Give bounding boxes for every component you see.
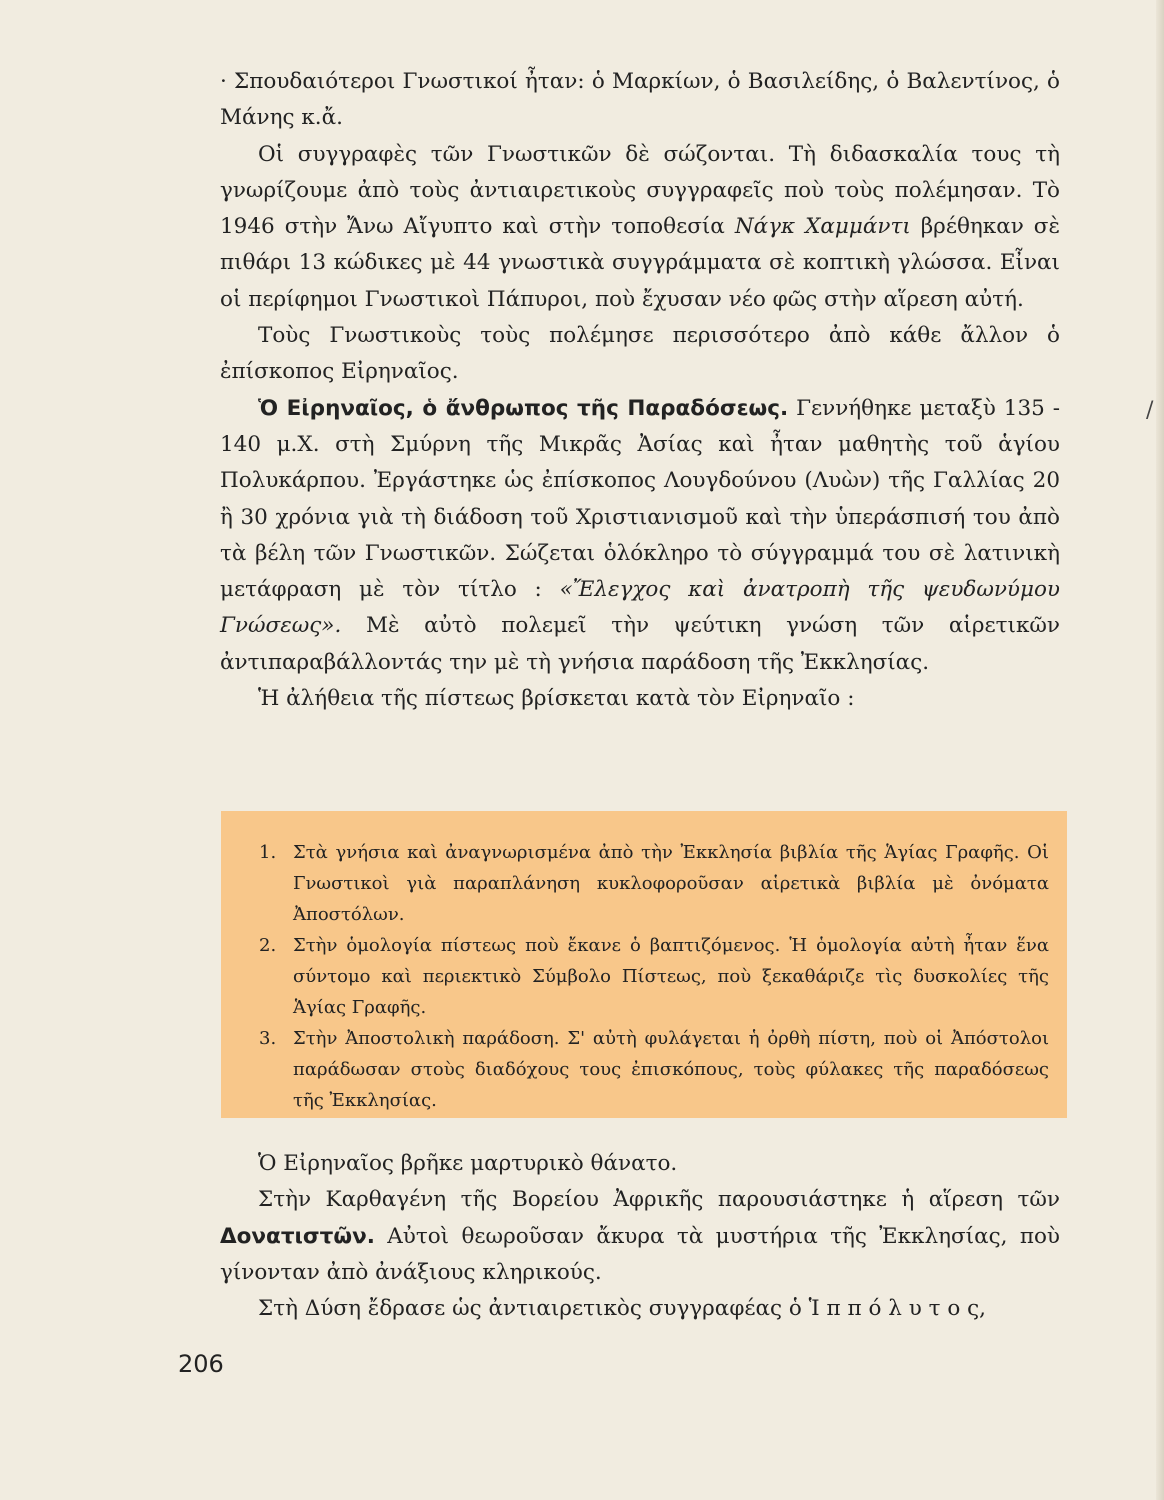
list-item-text: Στὴν ὁμολογία πίστεως ποὺ ἔκανε ὁ βαπτιζόμενος. Ἡ ὁμολογία αὐτὴ ἦταν ἕνα σύντομο καὶ περιεκτικὸ Σύμβολο Πίστεως, ποὺ ξεκαθάριζε τὶς δυσκολίες τῆς Ἁγίας Γραφῆς.	[293, 935, 1049, 1018]
place-name-nag-hammadi: Νάγκ Χαμμάντι	[734, 214, 911, 240]
truth-sources-list	[259, 837, 1049, 1116]
gnostic-papyri-text: βρέθηκαν σὲ πιθάρι 13 κώδικες μὲ 44 γνωστικὰ συγγράμματα σὲ κοπτικὴ γλώσσα. Εἶναι οἱ περίφημοι Γνωστικοὶ Πάπυροι, ποὺ ἔχυσαν νέο φῶς στὴν αἵρεση αὐτή.	[220, 214, 1060, 312]
list-item-text: Στὰ γνήσια καὶ ἀναγνωρισμένα ἀπὸ τὴν Ἐκκλησία βιβλία τῆς Ἁγίας Γραφῆς. Οἱ Γνωστικοὶ γιὰ παραπλάνηση κυκλοφοροῦσαν αἱρετικὰ βιβλία μὲ ὀνόματα Ἀποστόλων.	[293, 842, 1049, 925]
page-edge	[1156, 0, 1164, 1500]
paragraph-gnostic-writings	[220, 137, 1060, 318]
callout-box	[221, 811, 1067, 1118]
paragraph-donatists	[220, 1182, 1060, 1291]
term-donatists: Δονατιστῶν.	[220, 1223, 375, 1249]
page-number: 206	[178, 1350, 224, 1378]
list-item	[259, 930, 1049, 1023]
list-item-number: 2.	[259, 935, 277, 956]
irenaeus-bio-text: Γεννήθηκε μεταξὺ 135 - 140 μ.Χ. στὴ Σμύρνη τῆς Μικρᾶς Ἀσίας καὶ ἦταν μαθητὴς τοῦ ἁγίου Πολυκάρπου. Ἐργάστηκε ὡς ἐπίσκοπος Λουγδούνου (Λυὼν) τῆς Γαλλίας 20 ἢ 30 χρόνια γιὰ τὴ διάδοση τοῦ Χριστιανισμοῦ καὶ τὴν ὑπεράσπισή του ἀπὸ τὰ βέλη τῶν Γνωστικῶν. Σώζεται ὁλόκληρο τὸ σύγγραμμά του σὲ λατινικὴ μετάφραση μὲ τὸν τίτλο :	[220, 395, 1060, 603]
donatists-text: Αὐτοὶ θεωροῦσαν ἄκυρα τὰ μυστήρια τῆς Ἐκκλησίας, ποὺ γίνονταν ἀπὸ ἀνάξιους κληρικούς.	[220, 1223, 1060, 1285]
list-item-number: 3.	[259, 1028, 277, 1049]
section-heading-irenaeus: Ὁ Εἰρηναῖος, ὁ ἄνθρωπος τῆς Παραδόσεως.	[258, 395, 789, 421]
paragraph-gnostics-list: · Σπουδαιότεροι Γνωστικοί ἦταν: ὁ Μαρκίων, ὁ Βασιλείδης, ὁ Βαλεντίνος, ὁ Μάνης κ.ἄ.	[220, 69, 1060, 131]
list-item	[259, 837, 1049, 930]
donatists-intro-text: Στὴν Καρθαγένη τῆς Βορείου Ἀφρικῆς παρουσιάστηκε ἡ αἵρεση τῶν	[258, 1187, 1060, 1213]
paragraph-truth-intro: Ἡ ἀλήθεια τῆς πίστεως βρίσκεται κατὰ τὸν Εἰρηναῖο :	[258, 686, 855, 712]
bottom-text	[220, 1146, 1060, 1327]
list-item-text: Στὴν Ἀποστολικὴ παράδοση. Σ' αὐτὴ φυλάγεται ἡ ὀρθὴ πίστη, ποὺ οἱ Ἀπόστολοι παράδωσαν στοὺς διαδόχους τους ἐπισκόπους, τοὺς φύλακες τῆς παραδόσεως τῆς Ἐκκλησίας.	[293, 1028, 1049, 1111]
paragraph-irenaeus-bio	[220, 391, 1060, 681]
paragraph-irenaeus-opponent: Τοὺς Γνωστικοὺς τοὺς πολέμησε περισσότερο ἀπὸ κάθε ἄλλον ὁ ἐπίσκοπος Εἰρηναῖος.	[220, 323, 1060, 385]
irenaeus-work-text: Μὲ αὐτὸ πολεμεῖ τὴν ψεύτικη γνώση τῶν αἱρετικῶν ἀντιπαραβάλλοντάς την μὲ τὴ γνήσια παράδοση τῆς Ἐκκλησίας.	[220, 613, 1060, 675]
work-title: «Ἔλεγχος καὶ ἀνατροπὴ τῆς ψευδωνύμου Γνώσεως».	[220, 577, 1060, 639]
list-item	[259, 1023, 1049, 1116]
main-text	[220, 64, 1060, 717]
gnostic-writings-text: Οἱ συγγραφὲς τῶν Γνωστικῶν δὲ σώζονται. Τὴ διδασκαλία τους τὴ γνωρίζουμε ἀπὸ τοὺς ἀντιαιρετικοὺς συγγραφεῖς ποὺ τοὺς πολέμησαν. Τὸ 1946 στὴν Ἄνω Αἴγυπτο καὶ στὴν τοποθεσία	[220, 141, 1060, 240]
list-item-number: 1.	[259, 842, 277, 863]
paragraph-hippolytus: Στὴ Δύση ἔδρασε ὡς ἀντιαιρετικὸς συγγραφέας ὁ Ἱ π π ό λ υ τ ο ς,	[258, 1296, 986, 1322]
paragraph-martyrdom: Ὁ Εἰρηναῖος βρῆκε μαρτυρικὸ θάνατο.	[258, 1151, 678, 1176]
margin-mark: /	[1146, 398, 1154, 423]
